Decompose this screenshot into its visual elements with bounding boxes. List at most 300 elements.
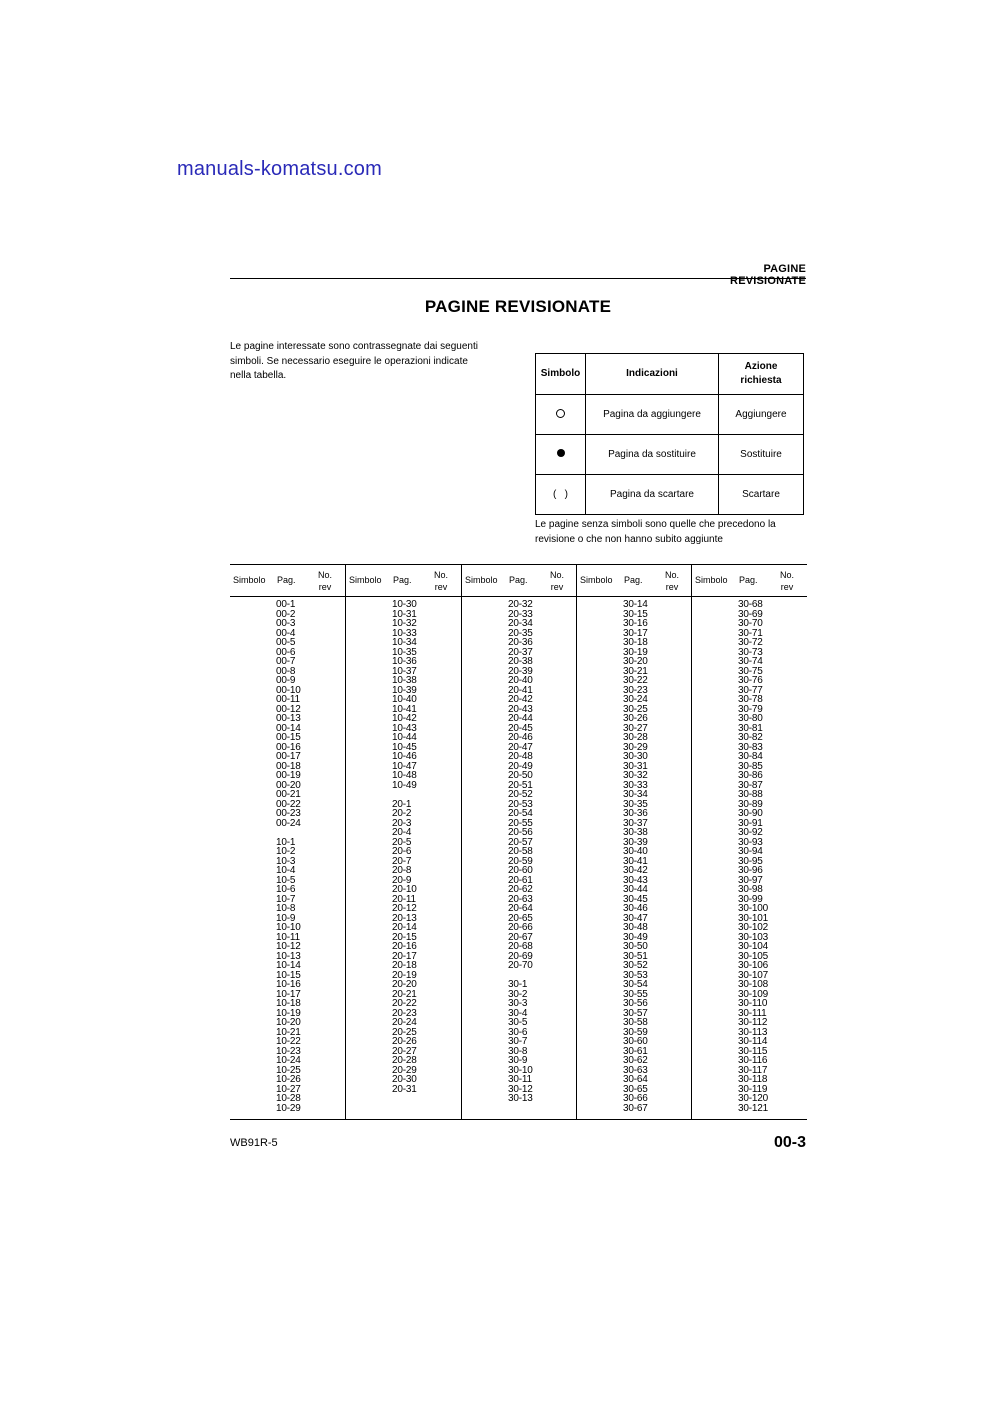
page-entry: 20-43 <box>508 703 533 715</box>
page-entry: 20-66 <box>508 922 533 933</box>
page-column <box>577 565 692 1119</box>
page-entry: 20-6 <box>392 846 412 857</box>
page-entry: 20-50 <box>508 770 533 781</box>
page-entry: 30-14 <box>623 599 648 610</box>
page-entry: 30-10 <box>508 1064 533 1076</box>
page-entry: 20-24 <box>392 1017 417 1028</box>
page-entry: 30-80 <box>738 713 763 724</box>
page-entry: 20-11 <box>392 893 416 905</box>
page-entry: 00-15 <box>276 732 301 743</box>
page-entry: 20-67 <box>508 931 533 943</box>
page-entry: 10-25 <box>276 1064 301 1076</box>
page-entry: 30-99 <box>738 893 763 905</box>
page-entry: 20-25 <box>392 1026 417 1038</box>
page-entry: 20-28 <box>392 1055 417 1066</box>
page-entry: 10-9 <box>276 912 296 924</box>
page-list <box>392 600 452 1094</box>
legend-indication: Pagina da sostituire <box>586 435 719 475</box>
page-entry: 30-54 <box>623 979 648 990</box>
page-entry: 00-17 <box>276 751 301 762</box>
page-entry: 30-9 <box>508 1055 528 1066</box>
page-entry: 30-83 <box>738 741 763 753</box>
page-entry: 10-13 <box>276 950 301 962</box>
header-simbolo: Simbolo <box>349 575 382 585</box>
page-entry: 30-61 <box>623 1045 648 1057</box>
page-entry: 00-20 <box>276 779 301 791</box>
intro-line: nella tabella. <box>230 370 287 382</box>
page-entry: 10-26 <box>276 1074 301 1085</box>
legend-action: Sostituire <box>719 435 804 475</box>
open-circle-icon <box>556 409 565 418</box>
page-entry: 20-10 <box>392 884 417 895</box>
header-pag: Pag. <box>509 575 528 585</box>
page-entry: 30-23 <box>623 684 648 696</box>
page-entry: 20-70 <box>508 960 533 971</box>
page-entry: 20-48 <box>508 751 533 762</box>
page-entry: 30-74 <box>738 656 763 667</box>
page-entry: 30-109 <box>738 988 768 1000</box>
page-entry: 20-34 <box>508 618 533 629</box>
page-entry: 20-55 <box>508 817 533 829</box>
legend-header-indication: Indicazioni <box>586 354 719 395</box>
page-entry: 20-68 <box>508 941 533 952</box>
header-no-rev <box>663 569 681 593</box>
page-entry: 30-34 <box>623 789 648 800</box>
page-entry: 10-46 <box>392 751 417 762</box>
page-entry: 30-58 <box>623 1017 648 1028</box>
page-entry: 30-118 <box>738 1074 768 1085</box>
page-entry: 30-63 <box>623 1064 648 1076</box>
page-entry: 30-101 <box>738 912 768 924</box>
page-entry: 30-60 <box>623 1036 648 1047</box>
page-entry: 20-46 <box>508 732 533 743</box>
page-entry: 30-104 <box>738 941 768 952</box>
legend-action: Aggiungere <box>719 395 804 435</box>
header-no-rev <box>432 569 450 593</box>
page-entry: 30-37 <box>623 817 648 829</box>
page-entry: 30-39 <box>623 836 648 848</box>
page-entry: 30-114 <box>738 1036 768 1047</box>
page-entry: 10-38 <box>392 675 417 686</box>
page-entry: 30-35 <box>623 798 648 810</box>
page-entry: 20-1 <box>392 798 412 810</box>
page-entry: 20-60 <box>508 865 533 876</box>
symbol-legend-table <box>535 353 804 515</box>
page-entry: 20-22 <box>392 998 417 1009</box>
page-entry: 30-62 <box>623 1055 648 1066</box>
column-header <box>462 565 577 596</box>
page-entry: 20-18 <box>392 960 417 971</box>
header-no: No. <box>433 570 448 580</box>
page-entry: 30-67 <box>623 1102 648 1114</box>
page-entry: 30-102 <box>738 922 768 933</box>
page-entry: 30-90 <box>738 808 763 819</box>
page-entry: 20-27 <box>392 1045 417 1057</box>
column-header <box>230 565 345 596</box>
page-entry: 20-2 <box>392 808 412 819</box>
page-entry: 30-11 <box>508 1074 532 1085</box>
legend-indication: Pagina da aggiungere <box>586 395 719 435</box>
page-entry: 10-31 <box>392 608 417 620</box>
intro-line: simboli. Se necessario eseguire le operazioni indicate <box>230 355 468 367</box>
page-entry: 30-33 <box>623 779 648 791</box>
page-entry: 00-7 <box>276 656 296 667</box>
page-entry: 30-50 <box>623 941 648 952</box>
page-entry: 30-43 <box>623 874 648 886</box>
page-column <box>692 565 807 1119</box>
header-rev: rev <box>434 582 448 592</box>
legend-header-action <box>719 354 804 395</box>
legend-symbol <box>536 435 586 475</box>
page-entry: 20-17 <box>392 950 417 962</box>
page-entry: 20-53 <box>508 798 533 810</box>
page-entry: 10-4 <box>276 865 296 876</box>
page-entry: 30-6 <box>508 1026 528 1038</box>
page-entry: 30-53 <box>623 969 648 981</box>
legend-row-add <box>536 395 804 435</box>
header-pag: Pag. <box>624 575 643 585</box>
page-entry: 10-28 <box>276 1093 301 1104</box>
page-entry: 30-81 <box>738 722 763 734</box>
page-entry: 30-95 <box>738 855 763 867</box>
column-header <box>692 565 807 596</box>
page-entry: 30-2 <box>508 988 528 1000</box>
page-entry: 00-22 <box>276 798 301 810</box>
page-entry: 30-100 <box>738 903 768 914</box>
page-entry: 10-5 <box>276 874 296 886</box>
page-entry: 00-5 <box>276 637 296 648</box>
page-entry: 30-20 <box>623 656 648 667</box>
page-entry: 30-84 <box>738 751 763 762</box>
header-rule <box>230 278 806 279</box>
page-entry: 30-49 <box>623 931 648 943</box>
page-entry: 00-9 <box>276 675 296 686</box>
legend-header-row <box>536 354 804 395</box>
page-entry: 20-35 <box>508 627 533 639</box>
page-entry: 20-32 <box>508 599 533 610</box>
page-entry: 30-82 <box>738 732 763 743</box>
page-entry: 30-71 <box>738 627 763 639</box>
page-entry: 30-117 <box>738 1064 768 1076</box>
page-entry: 10-44 <box>392 732 417 743</box>
header-rev: rev <box>550 582 564 592</box>
page-list <box>276 600 336 1113</box>
legend-symbol: ( ) <box>536 475 586 515</box>
page-entry: 30-69 <box>738 608 763 620</box>
page-entry: 00-14 <box>276 722 301 734</box>
page-entry: 10-29 <box>276 1102 301 1114</box>
page-entry: 20-57 <box>508 836 533 848</box>
page-entry: 20-12 <box>392 903 417 914</box>
page-entry: 30-3 <box>508 998 528 1009</box>
page-entry: 30-8 <box>508 1045 528 1057</box>
page-column <box>462 565 577 1119</box>
page-entry: 30-59 <box>623 1026 648 1038</box>
page-entry: 30-64 <box>623 1074 648 1085</box>
page-entry: 10-36 <box>392 656 417 667</box>
header-no: No. <box>779 570 794 580</box>
header-pag: Pag. <box>739 575 758 585</box>
page-entry: 30-51 <box>623 950 648 962</box>
page-entry: 30-41 <box>623 855 648 867</box>
page-entry: 10-49 <box>392 779 417 791</box>
page-entry: 20-64 <box>508 903 533 914</box>
page-entry: 10-35 <box>392 646 417 658</box>
page-entry: 10-17 <box>276 988 301 1000</box>
page-entry: 10-21 <box>276 1026 301 1038</box>
page-entry: 20-47 <box>508 741 533 753</box>
page-entry: 10-22 <box>276 1036 301 1047</box>
page-entry: 10-6 <box>276 884 296 895</box>
page-entry: 30-40 <box>623 846 648 857</box>
page-entry: 00-4 <box>276 627 296 639</box>
header-rev: rev <box>665 582 679 592</box>
page-entry: 30-31 <box>623 760 648 772</box>
page-entry: 30-22 <box>623 675 648 686</box>
legend-note <box>535 518 810 547</box>
header-no: No. <box>317 570 332 580</box>
page-entry: 10-43 <box>392 722 417 734</box>
intro-line: Le pagine interessate sono contrassegnate dai seguenti <box>230 341 478 352</box>
page-entry: 30-121 <box>738 1102 768 1114</box>
page-entry: 30-7 <box>508 1036 528 1047</box>
page-entry: 30-1 <box>508 979 528 990</box>
page-entry: 20-36 <box>508 637 533 648</box>
page-entry: 10-42 <box>392 713 417 724</box>
page-entry: 10-39 <box>392 684 417 696</box>
page-entry: 10-24 <box>276 1055 301 1066</box>
page-column <box>230 565 345 1119</box>
page-entry: 30-97 <box>738 874 763 886</box>
legend-symbol <box>536 395 586 435</box>
page-entry: 30-57 <box>623 1007 648 1019</box>
revised-pages-table <box>230 564 807 1120</box>
page-entry: 20-63 <box>508 893 533 905</box>
header-no-rev <box>316 569 334 593</box>
legend-row-discard <box>536 475 804 515</box>
page-entry: 20-19 <box>392 969 417 981</box>
page-entry: 20-31 <box>392 1083 417 1095</box>
page-entry: 10-41 <box>392 703 417 715</box>
page-entry: 30-32 <box>623 770 648 781</box>
page-entry: 30-12 <box>508 1083 533 1095</box>
page-entry: 20-15 <box>392 931 417 943</box>
page-entry: 30-113 <box>738 1026 768 1038</box>
page-entry: 30-92 <box>738 827 763 838</box>
page-entry: 30-4 <box>508 1007 528 1019</box>
page-entry: 00-10 <box>276 684 301 696</box>
page-entry: 10-16 <box>276 979 301 990</box>
running-header: PAGINE REVISIONATE <box>730 263 806 287</box>
page-entry: 30-52 <box>623 960 648 971</box>
page-entry: 20-23 <box>392 1007 417 1019</box>
page-entry: 00-19 <box>276 770 301 781</box>
page-entry: 10-12 <box>276 941 301 952</box>
page-entry: 10-18 <box>276 998 301 1009</box>
page-entry: 20-56 <box>508 827 533 838</box>
page-entry: 10-32 <box>392 618 417 629</box>
page-entry: 30-106 <box>738 960 768 971</box>
column-header <box>577 565 692 596</box>
page-entry: 00-13 <box>276 713 301 724</box>
page-entry: 20-20 <box>392 979 417 990</box>
page-entry: 00-16 <box>276 741 301 753</box>
page-column <box>346 565 461 1119</box>
legend-note-line: revisione o che non hanno subito aggiunte <box>535 533 723 545</box>
page-entry: 30-5 <box>508 1017 528 1028</box>
header-pag: Pag. <box>393 575 412 585</box>
page-entry: 30-77 <box>738 684 763 696</box>
page-entry: 30-96 <box>738 865 763 876</box>
page-entry: 00-2 <box>276 608 296 620</box>
page-entry: 30-116 <box>738 1055 768 1066</box>
page-entry: 00-21 <box>276 789 301 800</box>
page-entry: 20-61 <box>508 874 533 886</box>
page-entry: 10-11 <box>276 931 300 943</box>
page-entry: 10-19 <box>276 1007 301 1019</box>
page-entry: 20-41 <box>508 684 533 696</box>
page-entry: 30-15 <box>623 608 648 620</box>
page-entry: 10-45 <box>392 741 417 753</box>
page-entry: 30-119 <box>738 1083 768 1095</box>
page-entry: 20-3 <box>392 817 412 829</box>
header-rev: rev <box>318 582 332 592</box>
page-entry: 30-48 <box>623 922 648 933</box>
page-entry: 20-7 <box>392 855 412 867</box>
page-list <box>738 600 798 1113</box>
page-entry: 20-40 <box>508 675 533 686</box>
filled-circle-icon <box>557 449 565 457</box>
header-no: No. <box>549 570 564 580</box>
page-entry: 30-65 <box>623 1083 648 1095</box>
page-number: 00-3 <box>773 1134 806 1151</box>
page-entry: 20-5 <box>392 836 412 848</box>
page-entry: 30-75 <box>738 665 763 677</box>
page-entry: 30-86 <box>738 770 763 781</box>
page-entry: 20-21 <box>392 988 417 1000</box>
page-entry: 30-70 <box>738 618 763 629</box>
page-entry: 20-37 <box>508 646 533 658</box>
page-entry: 20-9 <box>392 874 412 886</box>
legend-note-line: Le pagine senza simboli sono quelle che precedono la <box>535 519 776 530</box>
page-entry: 20-38 <box>508 656 533 667</box>
page-entry: 20-14 <box>392 922 417 933</box>
page-entry: 30-111 <box>738 1007 767 1019</box>
page-entry: 30-112 <box>738 1017 768 1028</box>
page-entry: 30-16 <box>623 618 648 629</box>
page-entry: 30-38 <box>623 827 648 838</box>
page-entry: 20-54 <box>508 808 533 819</box>
page-entry: 30-55 <box>623 988 648 1000</box>
page-entry: 10-3 <box>276 855 296 867</box>
page-entry: 20-58 <box>508 846 533 857</box>
page-entry: 10-33 <box>392 627 417 639</box>
page-entry: 20-26 <box>392 1036 417 1047</box>
page-entry: 30-76 <box>738 675 763 686</box>
page-entry: 20-13 <box>392 912 417 924</box>
header-no-rev <box>548 569 566 593</box>
page-entry: 30-120 <box>738 1093 768 1104</box>
header-no-rev <box>778 569 796 593</box>
page-entry: 10-27 <box>276 1083 301 1095</box>
page-entry: 10-2 <box>276 846 296 857</box>
page-entry: 30-94 <box>738 846 763 857</box>
header-simbolo: Simbolo <box>580 575 613 585</box>
page-entry: 30-91 <box>738 817 763 829</box>
page-entry: 30-72 <box>738 637 763 648</box>
legend-header-symbol: Simbolo <box>536 354 586 395</box>
page-entry: 30-17 <box>623 627 648 639</box>
page-entry: 10-47 <box>392 760 417 772</box>
page-entry: 30-21 <box>623 665 648 677</box>
header-pag: Pag. <box>277 575 296 585</box>
page-entry: 30-89 <box>738 798 763 810</box>
page-entry: 00-12 <box>276 703 301 715</box>
header-no: No. <box>664 570 679 580</box>
page-entry: 30-25 <box>623 703 648 715</box>
column-header <box>346 565 461 596</box>
page-entry: 30-98 <box>738 884 763 895</box>
page-entry: 30-46 <box>623 903 648 914</box>
page-entry: 20-59 <box>508 855 533 867</box>
page-entry: 30-29 <box>623 741 648 753</box>
page-entry: 30-87 <box>738 779 763 791</box>
page-entry: 10-48 <box>392 770 417 781</box>
legend-header-action-line2: richiesta <box>740 375 782 386</box>
page-entry: 30-27 <box>623 722 648 734</box>
header-simbolo: Simbolo <box>233 575 266 585</box>
page-entry: 20-16 <box>392 941 417 952</box>
page-entry: 30-44 <box>623 884 648 895</box>
page-entry: 20-42 <box>508 694 533 705</box>
header-simbolo: Simbolo <box>465 575 498 585</box>
page-entry: 20-8 <box>392 865 412 876</box>
model-code: WB91R-5 <box>230 1137 278 1149</box>
page-entry: 30-47 <box>623 912 648 924</box>
page-entry: 30-108 <box>738 979 768 990</box>
page-entry: 20-52 <box>508 789 533 800</box>
page-entry: 20-49 <box>508 760 533 772</box>
page-entry: 30-13 <box>508 1093 533 1104</box>
page-entry: 30-24 <box>623 694 648 705</box>
page-entry: 30-78 <box>738 694 763 705</box>
page-entry: 20-33 <box>508 608 533 620</box>
page-title: PAGINE REVISIONATE <box>424 297 612 316</box>
page-entry: 30-45 <box>623 893 648 905</box>
legend-indication: Pagina da scartare <box>586 475 719 515</box>
page-list <box>623 600 683 1113</box>
legend-action: Scartare <box>719 475 804 515</box>
page-list <box>508 600 568 1104</box>
page-entry: 00-11 <box>276 694 300 705</box>
page-entry: 10-40 <box>392 694 417 705</box>
page-entry: 10-14 <box>276 960 301 971</box>
page-entry: 30-68 <box>738 599 763 610</box>
watermark-link[interactable]: manuals-komatsu.com <box>177 158 382 180</box>
page-entry: 20-4 <box>392 827 412 838</box>
page-entry: 00-8 <box>276 665 296 677</box>
header-simbolo: Simbolo <box>695 575 728 585</box>
page-entry: 30-19 <box>623 646 648 658</box>
legend-header-action-line1: Azione <box>744 361 778 372</box>
page-entry: 00-6 <box>276 646 296 658</box>
header-rev: rev <box>780 582 794 592</box>
page-entry: 20-29 <box>392 1064 417 1076</box>
page-entry: 30-18 <box>623 637 648 648</box>
page-entry: 30-73 <box>738 646 763 658</box>
page-entry: 30-66 <box>623 1093 648 1104</box>
page-entry: 30-103 <box>738 931 768 943</box>
